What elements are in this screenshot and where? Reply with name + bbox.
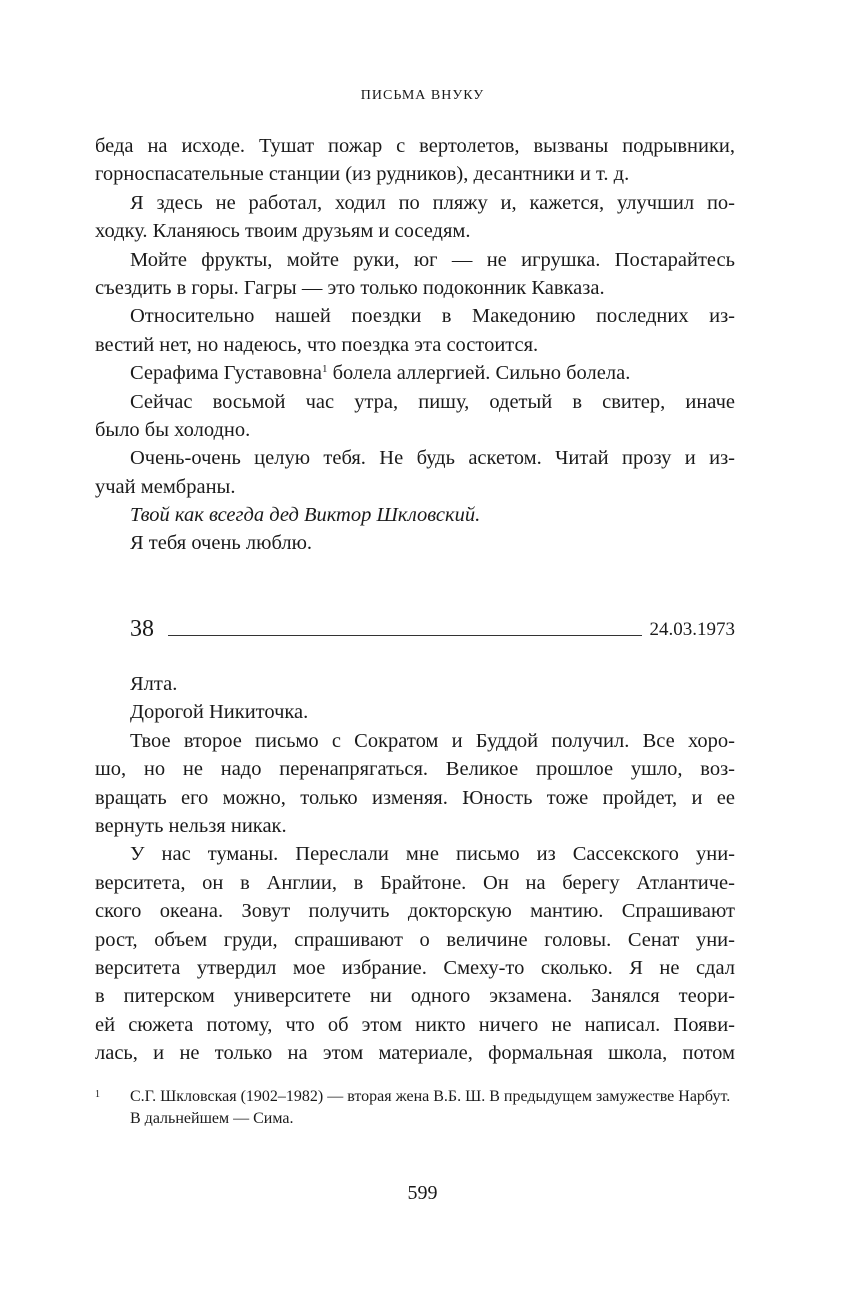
footnote-reference: 1: [321, 363, 328, 376]
page-number: 599: [407, 1182, 438, 1204]
line-text: ского океана. Зовут получить докторскую мантию. Спрашивают: [95, 900, 735, 923]
text-line: [95, 812, 735, 840]
line-text: ей сюжета потому, что об этом никто ничего не написал. Появи-: [95, 1013, 735, 1036]
text-line: [95, 670, 735, 698]
letter-number: 38: [130, 616, 154, 642]
line-text: Ялта.: [130, 673, 178, 695]
footnote-mark: 1: [95, 1089, 100, 1100]
text-line: [95, 444, 735, 472]
line-text: Твое второе письмо с Сократом и Буддой получил. Все хоро-: [130, 729, 735, 752]
text-line: [95, 274, 735, 302]
line-text: было бы холодно.: [95, 418, 251, 441]
text-line: [95, 246, 735, 274]
line-text: Я тебя очень люблю.: [130, 532, 313, 555]
text-line: [95, 954, 735, 982]
text-line: [95, 869, 735, 897]
line-text: учай мембраны.: [95, 475, 236, 498]
line-text: болела аллергией. Сильно болела.: [327, 362, 631, 385]
text-line: [95, 698, 735, 726]
line-text: рост, объем груди, спрашивают о величине головы. Сенат уни-: [95, 928, 735, 951]
text-block-end-of-previous-letter: [95, 132, 735, 558]
line-text: Серафима Густавовна: [130, 362, 322, 385]
text-line: [95, 331, 735, 359]
footnote-text: С.Г. Шкловская (1902–1982) — вторая жена В.Б. Ш. В предыдущем замужестве Нарбут. В дальнейшем — Сима.: [130, 1088, 731, 1127]
line-text: лась, и не только на этом материале, формальная школа, потом: [95, 1042, 735, 1065]
line-text: в питерском университете ни одного экзамена. Занялся теори-: [95, 985, 735, 1008]
text-line: [95, 473, 735, 501]
footnote: [95, 1086, 735, 1130]
line-text: Дорогой Никиточка.: [130, 701, 309, 724]
letter-header: [130, 612, 735, 642]
line-text: съездить в горы. Гагры — это только подоконник Кавказа.: [95, 276, 605, 299]
letter-date: 24.03.1973: [649, 619, 735, 640]
line-text: У нас туманы. Переслали мне письмо из Сассекского уни-: [130, 843, 735, 866]
text-line: [95, 840, 735, 868]
text-line: [95, 160, 735, 188]
line-text: вращать его можно, только изменяя. Юность тоже пройдет, и ее: [95, 786, 735, 809]
line-text: Относительно нашей поездки в Македонию последних из-: [130, 305, 735, 328]
text-line: [95, 302, 735, 330]
header-rule: [168, 635, 642, 636]
text-line: [95, 359, 735, 387]
line-text: Твой как всегда дед Виктор Шкловский.: [130, 504, 481, 527]
text-line: [95, 1011, 735, 1039]
text-block-letter-38: [95, 670, 735, 1067]
text-line: [95, 1039, 735, 1067]
text-line: [95, 416, 735, 444]
line-text: Очень-очень целую тебя. Не будь аскетом. Читай прозу и из-: [130, 447, 735, 470]
text-line: [95, 755, 735, 783]
text-line: [95, 132, 735, 160]
text-line: [95, 217, 735, 245]
line-text: беда на исходе. Тушат пожар с вертолетов, вызваны подрывники,: [95, 135, 735, 157]
line-text: верситета, он в Англии, в Брайтоне. Он на берегу Атлантиче-: [95, 871, 735, 894]
line-text: Сейчас восьмой час утра, пишу, одетый в свитер, иначе: [130, 390, 735, 413]
text-line: [95, 926, 735, 954]
line-text: Мойте фрукты, мойте руки, юг — не игрушка. Постарайтесь: [130, 248, 735, 271]
line-text: горноспасательные станции (из рудников), десантники и т. д.: [95, 163, 630, 186]
line-text: шо, но не надо перенапрягаться. Великое прошлое ушло, воз-: [95, 758, 735, 781]
text-line: [95, 189, 735, 217]
text-line: [95, 529, 735, 557]
line-text: ходку. Кланяюсь твоим друзьям и соседям.: [95, 220, 471, 243]
text-line: [95, 388, 735, 416]
text-line: [95, 784, 735, 812]
running-head: ПИСЬМА ВНУКУ: [360, 88, 485, 103]
signature-line: [95, 501, 735, 529]
line-text: вестий нет, но надеюсь, что поездка эта состоится.: [95, 333, 539, 356]
line-text: Я здесь не работал, ходил по пляжу и, кажется, улучшил по-: [130, 191, 735, 214]
line-text: вернуть нельзя никак.: [95, 814, 287, 837]
text-line: [95, 727, 735, 755]
line-text: верситета утвердил мое избрание. Смеху-то сколько. Я не сдал: [95, 956, 735, 979]
text-line: [95, 897, 735, 925]
text-line: [95, 982, 735, 1010]
